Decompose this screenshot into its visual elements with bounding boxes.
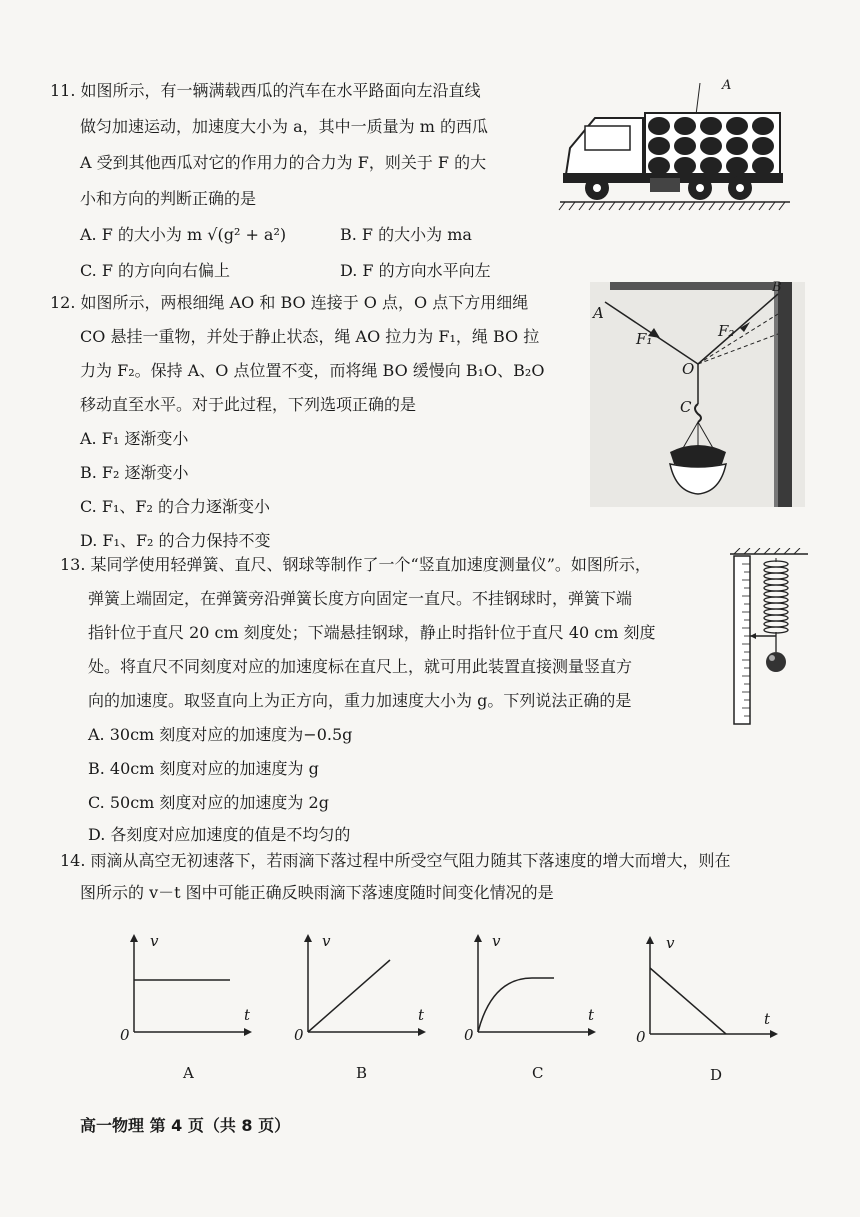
ropes-label-a: A — [593, 304, 604, 322]
ropes-figure — [590, 282, 805, 507]
q12-line-2: CO 悬挂一重物，并处于静止状态，绳 AO 拉力为 F₁，绳 BO 拉 — [80, 327, 540, 346]
graph-c-label: C — [532, 1064, 544, 1082]
q11-line-1: 11. 如图所示，有一辆满载西瓜的汽车在水平路面向左沿直线 — [50, 81, 481, 100]
graph-a-origin: 0 — [120, 1026, 130, 1044]
q13-line-4: 处。将直尺不同刻度对应的加速度标在直尺上，就可用此装置直接测量竖直方 — [88, 657, 633, 676]
q13-line-5: 向的加速度。取竖直向上为正方向，重力加速度大小为 g。下列说法正确的是 — [88, 691, 632, 710]
truck-figure — [555, 78, 795, 228]
q13-line-1: 13. 某同学使用轻弹簧、直尺、钢球等制作了一个“竖直加速度测量仪”。如图所示， — [60, 555, 651, 574]
q11-option-b: B. F 的大小为 ma — [340, 225, 472, 244]
q11-option-d: D. F 的方向水平向左 — [340, 261, 491, 280]
graph-a-v: v — [150, 932, 159, 950]
q12-option-a: A. F₁ 逐渐变小 — [80, 429, 189, 448]
q11-line-3: A 受到其他西瓜对它的作用力的合力为 F，则关于 F 的大 — [80, 153, 487, 172]
q13-option-b: B. 40cm 刻度对应的加速度为 g — [88, 759, 319, 778]
q12-option-b: B. F₂ 逐渐变小 — [80, 463, 189, 482]
graph-b — [292, 930, 432, 1040]
q13-line-3: 指针位于直尺 20 cm 刻度处；下端悬挂钢球，静止时指针位于直尺 40 cm 刻度 — [88, 623, 656, 642]
graph-d — [634, 932, 784, 1042]
graph-a-label: A — [183, 1064, 194, 1082]
q13-option-a: A. 30cm 刻度对应的加速度为−0.5g — [88, 725, 353, 744]
q14-line-1: 14. 雨滴从高空无初速落下，若雨滴下落过程中所受空气阻力随其下落速度的增大而增大，则在 — [60, 851, 731, 870]
q13-line-2: 弹簧上端固定，在弹簧旁沿弹簧长度方向固定一直尺。不挂钢球时，弹簧下端 — [88, 589, 633, 608]
graph-a — [118, 930, 258, 1040]
ropes-label-f1: F₁ — [636, 330, 653, 348]
q11-line-2: 做匀加速运动，加速度大小为 a，其中一质量为 m 的西瓜 — [80, 117, 488, 136]
ropes-label-b: B — [772, 280, 782, 295]
graph-c-t: t — [588, 1006, 595, 1024]
q12-option-d: D. F₁、F₂ 的合力保持不变 — [80, 531, 271, 550]
q11-option-a: A. F 的大小为 m √(g² + a²) — [80, 225, 287, 244]
ropes-label-c: C — [680, 398, 692, 416]
graph-c — [462, 930, 602, 1040]
graph-c-v: v — [492, 932, 501, 950]
graph-d-t: t — [764, 1010, 771, 1028]
q13-option-c: C. 50cm 刻度对应的加速度为 2g — [88, 793, 329, 812]
q13-option-d: D. 各刻度对应加速度的值是不均匀的 — [88, 825, 351, 844]
graph-b-origin: 0 — [294, 1026, 304, 1044]
graph-d-label: D — [710, 1066, 723, 1084]
q14-line-2: 图所示的 v－t 图中可能正确反映雨滴下落速度随时间变化情况的是 — [80, 883, 554, 902]
q12-line-1: 12. 如图所示，两根细绳 AO 和 BO 连接于 O 点，O 点下方用细绳 — [50, 293, 529, 312]
graph-d-v: v — [666, 934, 675, 952]
q11-option-c: C. F 的方向向右偏上 — [80, 261, 231, 280]
q11-line-4: 小和方向的判断正确的是 — [80, 189, 257, 208]
spring-ruler-figure — [730, 548, 810, 728]
graph-b-t: t — [418, 1006, 425, 1024]
truck-label-a: A — [722, 78, 732, 93]
graph-b-v: v — [322, 932, 331, 950]
q12-line-3: 力为 F₂。保持 A、O 点位置不变，而将绳 BO 缓慢向 B₁O、B₂O — [80, 361, 545, 380]
graph-c-origin: 0 — [464, 1026, 474, 1044]
q12-line-4: 移动直至水平。对于此过程，下列选项正确的是 — [80, 395, 417, 414]
ropes-label-f2: F₂ — [718, 322, 735, 340]
graph-a-t: t — [244, 1006, 251, 1024]
graph-b-label: B — [356, 1064, 368, 1082]
ropes-label-o: O — [682, 360, 695, 378]
q12-option-c: C. F₁、F₂ 的合力逐渐变小 — [80, 497, 270, 516]
graph-d-origin: 0 — [636, 1028, 646, 1046]
page-footer: 高一物理 第 4 页（共 8 页） — [80, 1116, 291, 1135]
